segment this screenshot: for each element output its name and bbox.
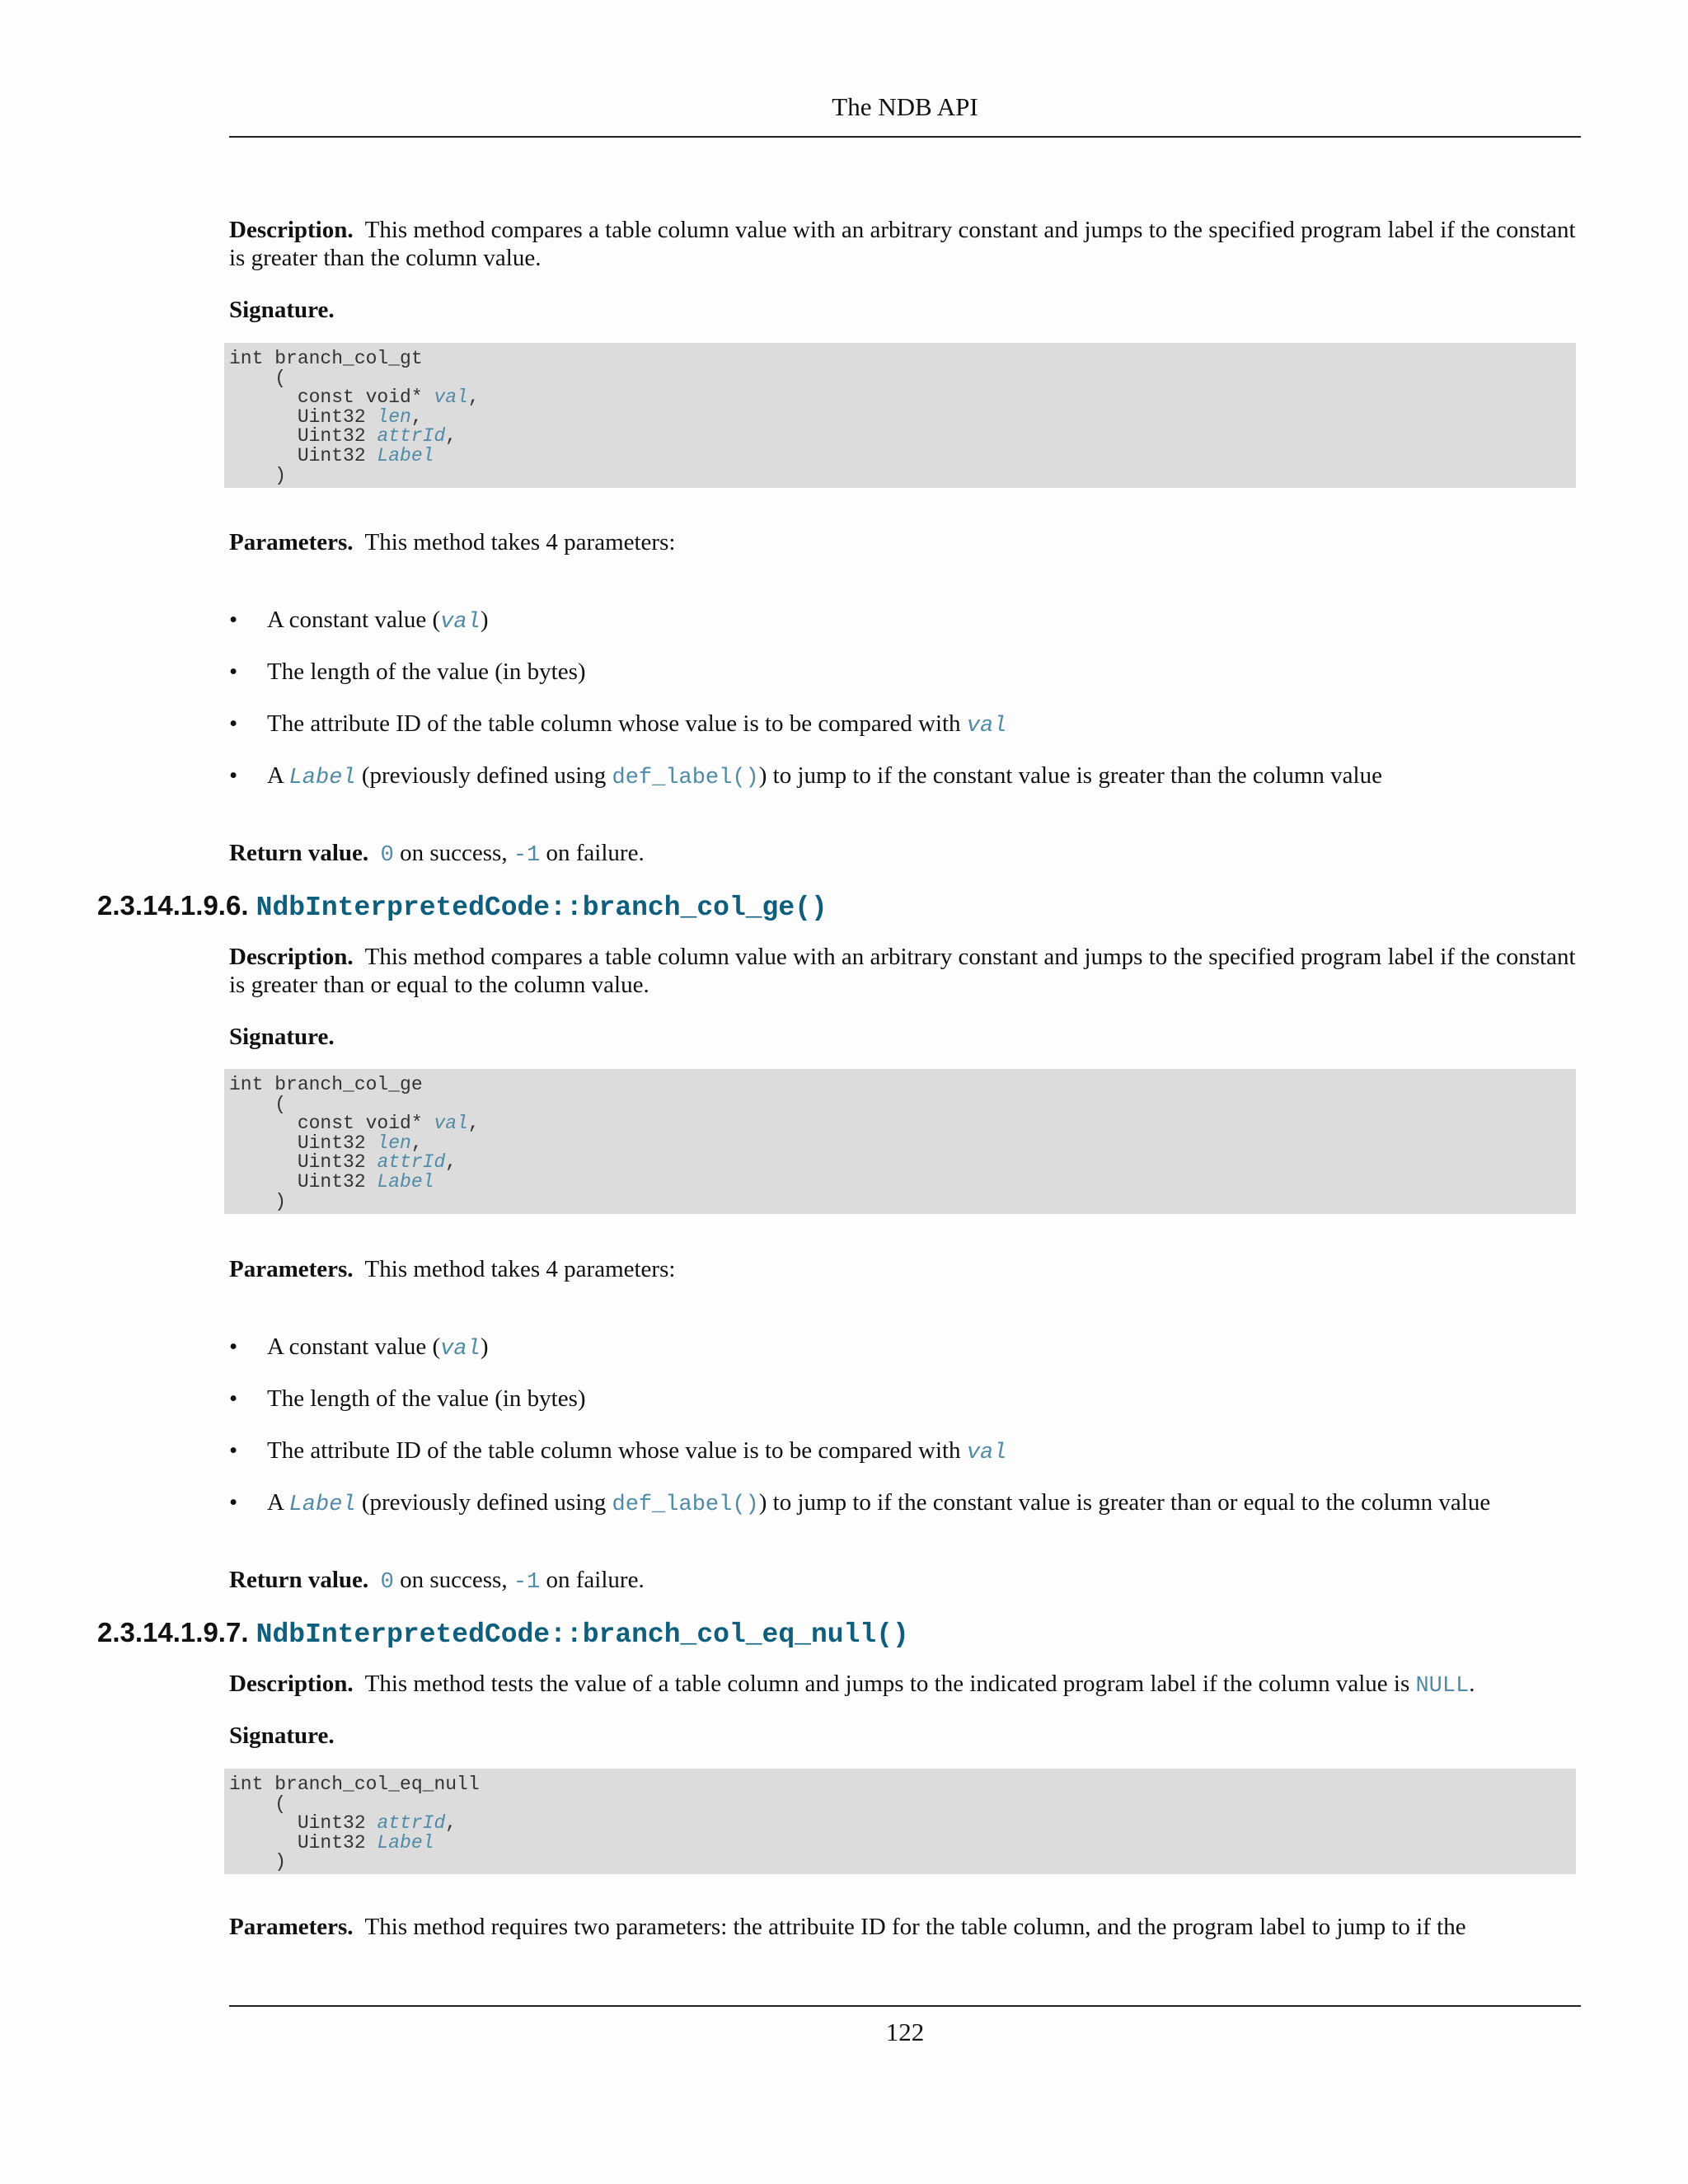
bullet: • bbox=[229, 1333, 238, 1360]
bullet: • bbox=[229, 658, 238, 685]
code-line-attr-type: Uint32 bbox=[229, 425, 377, 448]
code-line-val-type: const void* bbox=[229, 387, 434, 409]
section-title: NdbInterpretedCode::branch_col_ge() bbox=[256, 893, 828, 923]
bullet: • bbox=[229, 710, 238, 737]
bullet: • bbox=[229, 1489, 238, 1516]
item-text: The length of the value (in bytes) bbox=[267, 658, 586, 685]
code-line-attr-type: Uint32 bbox=[229, 1812, 377, 1835]
code-arg-attrid: attrId bbox=[377, 425, 446, 448]
return-value-label: Return value. bbox=[229, 840, 369, 866]
ge-return-value bbox=[229, 1566, 1581, 1596]
item-text: A constant value ( bbox=[267, 607, 441, 633]
null-code: NULL bbox=[1415, 1674, 1470, 1699]
list-item bbox=[229, 1385, 1597, 1436]
item-text: The length of the value (in bytes) bbox=[267, 1385, 586, 1412]
gt-parameter-list bbox=[229, 606, 1597, 813]
section-heading-branch-col-eq-null bbox=[97, 1617, 1581, 1650]
eq-null-description bbox=[229, 1670, 1630, 1700]
code-open-paren: ( bbox=[229, 1793, 287, 1815]
return-value-label: Return value. bbox=[229, 1567, 369, 1593]
def-label-link[interactable]: def_label() bbox=[612, 766, 759, 790]
item-text: to jump to if the constant value is greater than or equal to the column value bbox=[767, 1489, 1491, 1516]
code-line-label-type: Uint32 bbox=[229, 1170, 377, 1193]
def-label-link[interactable]: def_label() bbox=[612, 1493, 759, 1517]
section-heading-branch-col-ge bbox=[97, 890, 1581, 923]
code-close-paren: ) bbox=[229, 1190, 287, 1212]
code-comma: , bbox=[467, 1113, 480, 1135]
item-text: The attribute ID of the table column whose value is to be compared with bbox=[267, 1437, 967, 1464]
section-number: 2.3.14.1.9.6. bbox=[97, 890, 256, 921]
return-text: on success, bbox=[393, 1567, 513, 1593]
code-line-len-type: Uint32 bbox=[229, 405, 377, 428]
item-text: ) bbox=[480, 1333, 489, 1360]
list-item bbox=[229, 762, 1597, 813]
bullet: • bbox=[229, 1437, 238, 1464]
code-ref-val: val bbox=[440, 610, 481, 635]
return-text: on failure. bbox=[540, 840, 645, 866]
parameters-label: Parameters. bbox=[229, 1914, 354, 1940]
item-text: ) bbox=[758, 762, 767, 789]
description-label: Description. bbox=[229, 1671, 354, 1697]
ge-description bbox=[229, 943, 1581, 999]
parameters-text: This method takes 4 parameters: bbox=[364, 529, 676, 555]
ge-parameters bbox=[229, 1255, 1581, 1283]
code-arg-val: val bbox=[434, 387, 468, 409]
bullet: • bbox=[229, 762, 238, 789]
code-comma: , bbox=[467, 387, 480, 409]
eq-null-description-text: This method tests the value of a table column and jumps to the indicated program label if the column value is bbox=[364, 1671, 1416, 1697]
code-comma: , bbox=[445, 1812, 457, 1835]
signature-label: Signature. bbox=[229, 297, 335, 323]
gt-description-text: This method compares a table column value with an arbitrary constant and jumps to the specified program label if the constant is greater than the column value. bbox=[229, 217, 1576, 271]
ge-description-text: This method compares a table column value with an arbitrary constant and jumps to the specified program label if the constant is greater than or equal to the column value. bbox=[229, 944, 1576, 998]
parameters-label: Parameters. bbox=[229, 1256, 354, 1282]
desc-suffix: . bbox=[1469, 1671, 1475, 1697]
return-zero: 0 bbox=[380, 843, 394, 868]
parameters-label: Parameters. bbox=[229, 529, 354, 555]
signature-label: Signature. bbox=[229, 1722, 335, 1749]
code-line-len-type: Uint32 bbox=[229, 1132, 377, 1154]
list-item bbox=[229, 658, 1597, 710]
code-ref-label: Label bbox=[288, 1493, 356, 1517]
signature-label: Signature. bbox=[229, 1024, 335, 1050]
return-minus-one: -1 bbox=[513, 1570, 541, 1595]
parameters-text: This method takes 4 parameters: bbox=[364, 1256, 676, 1282]
code-comma: , bbox=[410, 1132, 423, 1154]
gt-signature-label bbox=[229, 296, 1581, 324]
gt-parameters bbox=[229, 528, 1581, 556]
bullet: • bbox=[229, 607, 238, 633]
code-comma: , bbox=[445, 1151, 457, 1174]
description-label: Description. bbox=[229, 217, 354, 243]
parameters-text: This method requires two parameters: the attribuite ID for the table column, and the program label to jump to if the bbox=[364, 1914, 1466, 1940]
item-text: to jump to if the constant value is greater than the column value bbox=[767, 762, 1382, 789]
code-open-paren: ( bbox=[229, 367, 287, 389]
code-arg-len: len bbox=[377, 1132, 411, 1154]
code-arg-label: Label bbox=[377, 1170, 434, 1193]
page-header-title: The NDB API bbox=[832, 92, 978, 121]
item-text: The attribute ID of the table column whose value is to be compared with bbox=[267, 710, 967, 737]
code-fn: int branch_col_eq_null bbox=[229, 1774, 480, 1795]
code-line-attr-type: Uint32 bbox=[229, 1151, 377, 1174]
section-number: 2.3.14.1.9.7. bbox=[97, 1617, 256, 1647]
list-item bbox=[229, 606, 1597, 658]
item-text: A bbox=[267, 762, 289, 789]
return-text: on failure. bbox=[540, 1567, 645, 1593]
code-close-paren: ) bbox=[229, 1851, 287, 1873]
return-text: on success, bbox=[393, 840, 513, 866]
code-fn: int branch_col_ge bbox=[229, 1074, 423, 1095]
code-line-label-type: Uint32 bbox=[229, 444, 377, 466]
ge-parameter-list bbox=[229, 1333, 1597, 1540]
header-rule bbox=[229, 136, 1581, 138]
code-ref-val: val bbox=[966, 1441, 1007, 1465]
list-item bbox=[229, 1488, 1597, 1540]
item-text: (previously defined using bbox=[355, 1489, 612, 1516]
code-arg-len: len bbox=[377, 405, 411, 428]
code-arg-attrid: attrId bbox=[377, 1151, 446, 1174]
code-arg-label: Label bbox=[377, 1831, 434, 1854]
section-title: NdbInterpretedCode::branch_col_eq_null() bbox=[256, 1619, 909, 1650]
return-minus-one: -1 bbox=[513, 843, 541, 868]
list-item bbox=[229, 1436, 1597, 1488]
code-comma: , bbox=[445, 425, 457, 448]
code-arg-val: val bbox=[434, 1113, 468, 1135]
code-ref-label: Label bbox=[288, 766, 356, 790]
code-ref-val: val bbox=[440, 1337, 481, 1361]
code-arg-attrid: attrId bbox=[377, 1812, 446, 1835]
code-fn: int branch_col_gt bbox=[229, 348, 423, 369]
ge-signature-label bbox=[229, 1023, 1581, 1051]
gt-return-value bbox=[229, 839, 1581, 869]
code-open-paren: ( bbox=[229, 1093, 287, 1115]
eq-null-code-block bbox=[224, 1769, 1576, 1874]
item-text: ) bbox=[480, 607, 489, 633]
code-comma: , bbox=[410, 405, 423, 428]
gt-code-block bbox=[224, 343, 1576, 488]
eq-null-signature-label bbox=[229, 1722, 1581, 1750]
item-text: A constant value ( bbox=[267, 1333, 441, 1360]
gt-description bbox=[229, 216, 1581, 272]
item-text: A bbox=[267, 1489, 289, 1516]
item-text: ) bbox=[758, 1489, 767, 1516]
code-close-paren: ) bbox=[229, 464, 287, 486]
return-zero: 0 bbox=[380, 1570, 394, 1595]
page-number: 122 bbox=[885, 2018, 925, 2046]
code-line-label-type: Uint32 bbox=[229, 1831, 377, 1854]
code-ref-val: val bbox=[966, 714, 1007, 738]
item-text: (previously defined using bbox=[355, 762, 612, 789]
description-label: Description. bbox=[229, 944, 354, 970]
code-line-val-type: const void* bbox=[229, 1113, 434, 1135]
list-item bbox=[229, 1333, 1597, 1385]
eq-null-parameters bbox=[229, 1913, 1630, 1941]
code-arg-label: Label bbox=[377, 444, 434, 466]
bullet: • bbox=[229, 1385, 238, 1412]
list-item bbox=[229, 710, 1597, 762]
footer-rule bbox=[229, 2005, 1581, 2007]
ge-code-block bbox=[224, 1069, 1576, 1214]
